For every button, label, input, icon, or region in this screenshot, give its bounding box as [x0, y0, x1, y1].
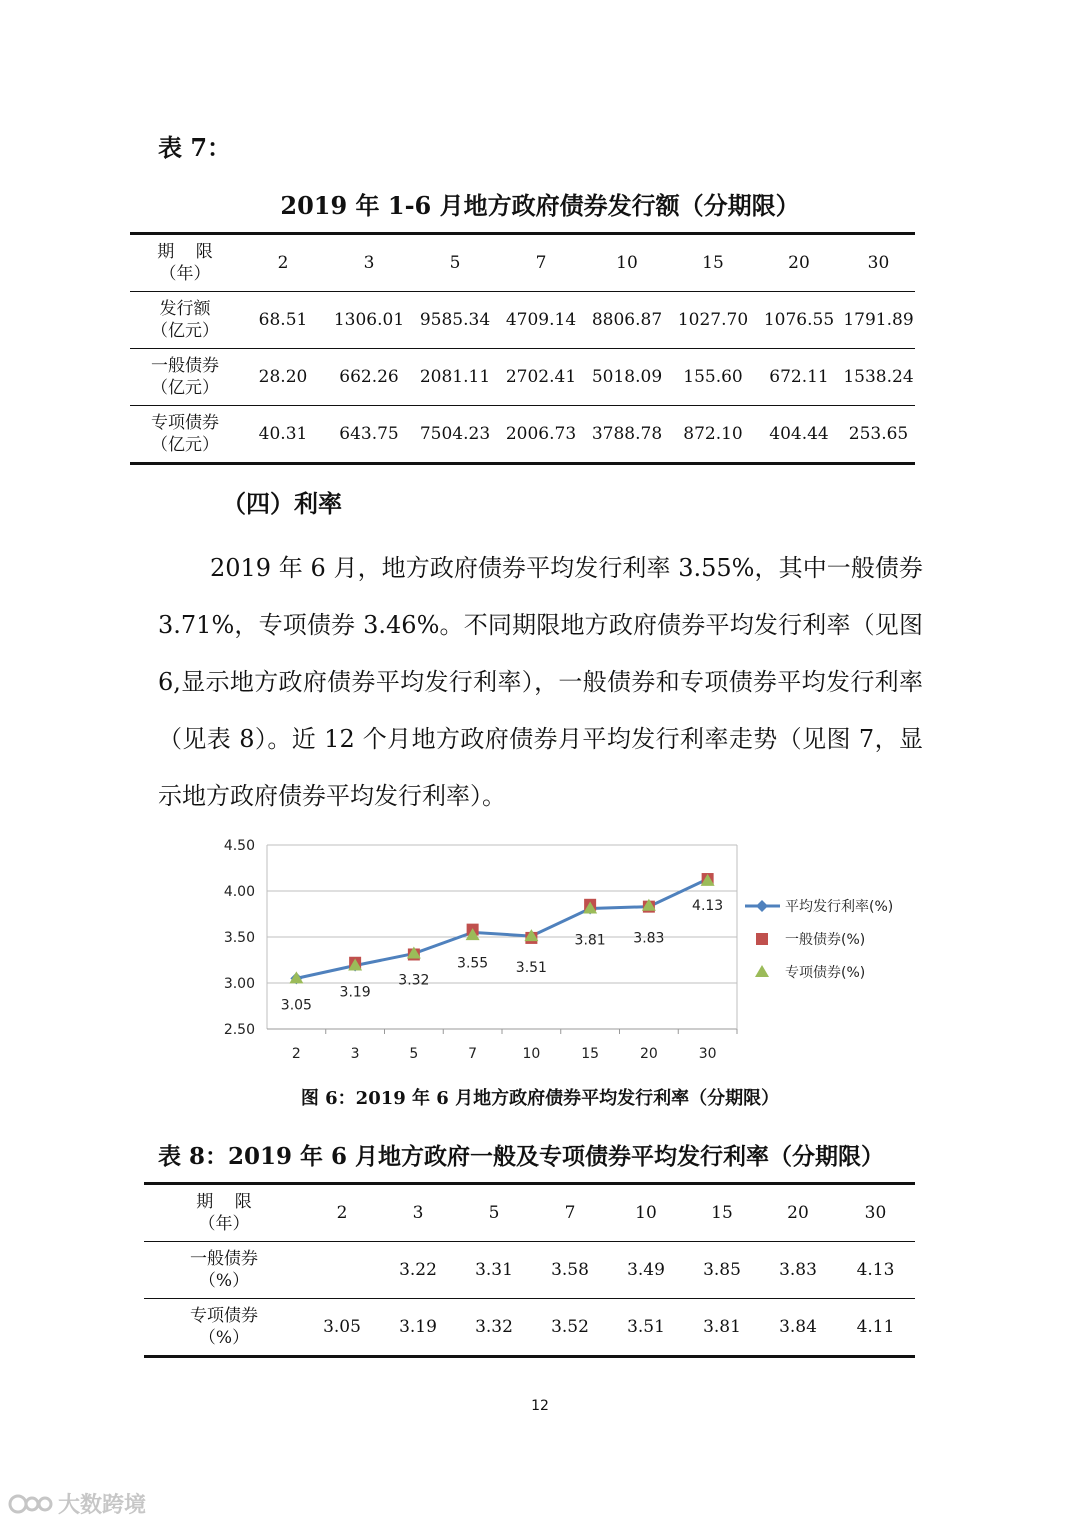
y-tick-label: 4.00: [223, 884, 255, 900]
table-cell: 155.60: [670, 349, 756, 406]
row-header: 期 限 （年）: [144, 1184, 304, 1242]
chart-data-labels: [281, 898, 723, 1013]
table-cell: 15: [684, 1184, 760, 1242]
x-tick-label: 20: [639, 1046, 658, 1062]
table-cell: 1076.55: [756, 292, 842, 349]
x-tick-label: 7: [468, 1046, 478, 1062]
table-cell: 662.26: [326, 349, 412, 406]
row-header: 发行额 （亿元）: [130, 292, 240, 349]
legend-label: 平均发行利率(%): [785, 899, 894, 915]
legend-label: 专项债券(%): [785, 965, 866, 981]
y-tick-label: 3.50: [223, 930, 255, 946]
table-cell: 3.49: [608, 1242, 684, 1299]
table-cell: 68.51: [240, 292, 326, 349]
table-cell: 1306.01: [326, 292, 412, 349]
watermark: [8, 1488, 146, 1519]
table-cell: 3.52: [532, 1299, 608, 1357]
table-cell: 20: [760, 1184, 836, 1242]
y-tick-label: 4.50: [223, 838, 255, 854]
table-cell: 7: [532, 1184, 608, 1242]
table-cell: 3.84: [760, 1299, 836, 1357]
legend-marker: [756, 933, 768, 945]
table-cell: 2: [304, 1184, 380, 1242]
table7-row: [130, 234, 915, 292]
table-cell: 30: [842, 234, 915, 292]
legend-label: 一般债券(%): [785, 932, 866, 948]
data-label: 3.51: [515, 960, 547, 977]
table-cell: 1538.24: [842, 349, 915, 406]
watermark-text: 大数跨境: [58, 1493, 147, 1518]
table-cell: 2: [240, 234, 326, 292]
section-heading: （四）利率: [222, 489, 342, 518]
table-cell: 3.05: [304, 1299, 380, 1357]
data-label: 3.19: [339, 984, 371, 1001]
row-header: 一般债券 （%）: [144, 1242, 304, 1299]
table-cell: 3.51: [608, 1299, 684, 1357]
table8-title: 表 8：2019 年 6 月地方政府一般及专项债券平均发行利率（分期限）: [158, 1143, 885, 1170]
table-cell: 872.10: [670, 406, 756, 464]
table-cell: 5: [412, 234, 498, 292]
row-header: 专项债券 （%）: [144, 1299, 304, 1357]
table-cell: 2702.41: [498, 349, 584, 406]
table-cell: 4.11: [836, 1299, 915, 1357]
table-cell: 3.22: [380, 1242, 456, 1299]
chart-axes: [224, 838, 737, 1062]
table-cell: 15: [670, 234, 756, 292]
table-cell: 3.19: [380, 1299, 456, 1357]
figure6-chart: [205, 828, 945, 1072]
table-cell: 3.83: [760, 1242, 836, 1299]
table-cell: 3788.78: [584, 406, 670, 464]
table-cell: 3: [380, 1184, 456, 1242]
table-cell: 5: [456, 1184, 532, 1242]
table-cell: 7: [498, 234, 584, 292]
data-label: 3.32: [398, 972, 430, 989]
data-label: 4.13: [692, 898, 724, 915]
row-header: 一般债券 （亿元）: [130, 349, 240, 406]
row-header: 期 限 （年）: [130, 234, 240, 292]
table7: [130, 232, 915, 465]
table-cell: 20: [756, 234, 842, 292]
table-cell: 253.65: [842, 406, 915, 464]
table7-label: 表 7：: [158, 133, 232, 162]
table8-row: [144, 1184, 915, 1242]
table-cell: 643.75: [326, 406, 412, 464]
figure6-caption: 图 6：2019 年 6 月地方政府债券平均发行利率（分期限）: [300, 1088, 780, 1109]
table-cell: 2006.73: [498, 406, 584, 464]
legend-marker: [755, 965, 769, 977]
table7-row: [130, 292, 915, 349]
table-cell: 3.85: [684, 1242, 760, 1299]
chart-series: [289, 873, 714, 984]
table-cell: 7504.23: [412, 406, 498, 464]
data-label: 3.81: [574, 932, 606, 949]
legend-marker: [756, 900, 768, 912]
table-cell: 4709.14: [498, 292, 584, 349]
table-cell: 28.20: [240, 349, 326, 406]
table8-row: [144, 1242, 915, 1299]
table-cell: 3.58: [532, 1242, 608, 1299]
chart-grid: [267, 845, 737, 983]
x-tick-label: 15: [581, 1046, 600, 1062]
watermark-logo-icon: [8, 1491, 54, 1517]
table-cell: 3.81: [684, 1299, 760, 1357]
body-paragraph: [158, 540, 923, 825]
table-cell: 2081.11: [412, 349, 498, 406]
y-tick-label: 3.00: [223, 976, 255, 992]
table-cell: 1027.70: [670, 292, 756, 349]
table-cell: 4.13: [836, 1242, 915, 1299]
x-tick-label: 10: [522, 1046, 541, 1062]
table-cell: 404.44: [756, 406, 842, 464]
x-tick-label: 2: [291, 1046, 301, 1062]
table-cell: 10: [608, 1184, 684, 1242]
table7-row: [130, 349, 915, 406]
table-cell: 8806.87: [584, 292, 670, 349]
x-tick-label: 30: [698, 1046, 717, 1062]
paragraph-text: 2019 年 6 月，地方政府债券平均发行利率 3.55%，其中一般债券 3.71%，专项债券 3.46%。不同期限地方政府债券平均发行利率（见图 6,显示地方政府债券平均发行利率），一般债券和专项债券平均发行利率（见表 8）。近 12 个月地方政府债券月平均发行利率走势（见图 7，显示地方政府债券平均发行利率）。: [158, 554, 923, 810]
chart-legend: [745, 898, 893, 981]
row-header: 专项债券 （亿元）: [130, 406, 240, 464]
table-cell: 10: [584, 234, 670, 292]
table-cell: 40.31: [240, 406, 326, 464]
y-tick-label: 2.50: [223, 1022, 255, 1038]
table7-title: 2019 年 1-6 月地方政府债券发行额（分期限）: [280, 191, 800, 220]
table-cell: [304, 1242, 380, 1299]
table7-row: [130, 406, 915, 464]
table-cell: 3: [326, 234, 412, 292]
data-label: 3.05: [280, 997, 312, 1014]
x-tick-label: 5: [409, 1046, 419, 1062]
table-cell: 9585.34: [412, 292, 498, 349]
table-cell: 30: [836, 1184, 915, 1242]
table-cell: 1791.89: [842, 292, 915, 349]
page-number: 12: [531, 1398, 549, 1414]
table8-row: [144, 1299, 915, 1357]
x-tick-label: 3: [350, 1046, 360, 1062]
table-cell: 3.31: [456, 1242, 532, 1299]
table-cell: 672.11: [756, 349, 842, 406]
table-cell: 5018.09: [584, 349, 670, 406]
data-label: 3.55: [457, 955, 489, 972]
data-label: 3.83: [633, 930, 665, 947]
table-cell: 3.32: [456, 1299, 532, 1357]
table8: [144, 1182, 915, 1358]
